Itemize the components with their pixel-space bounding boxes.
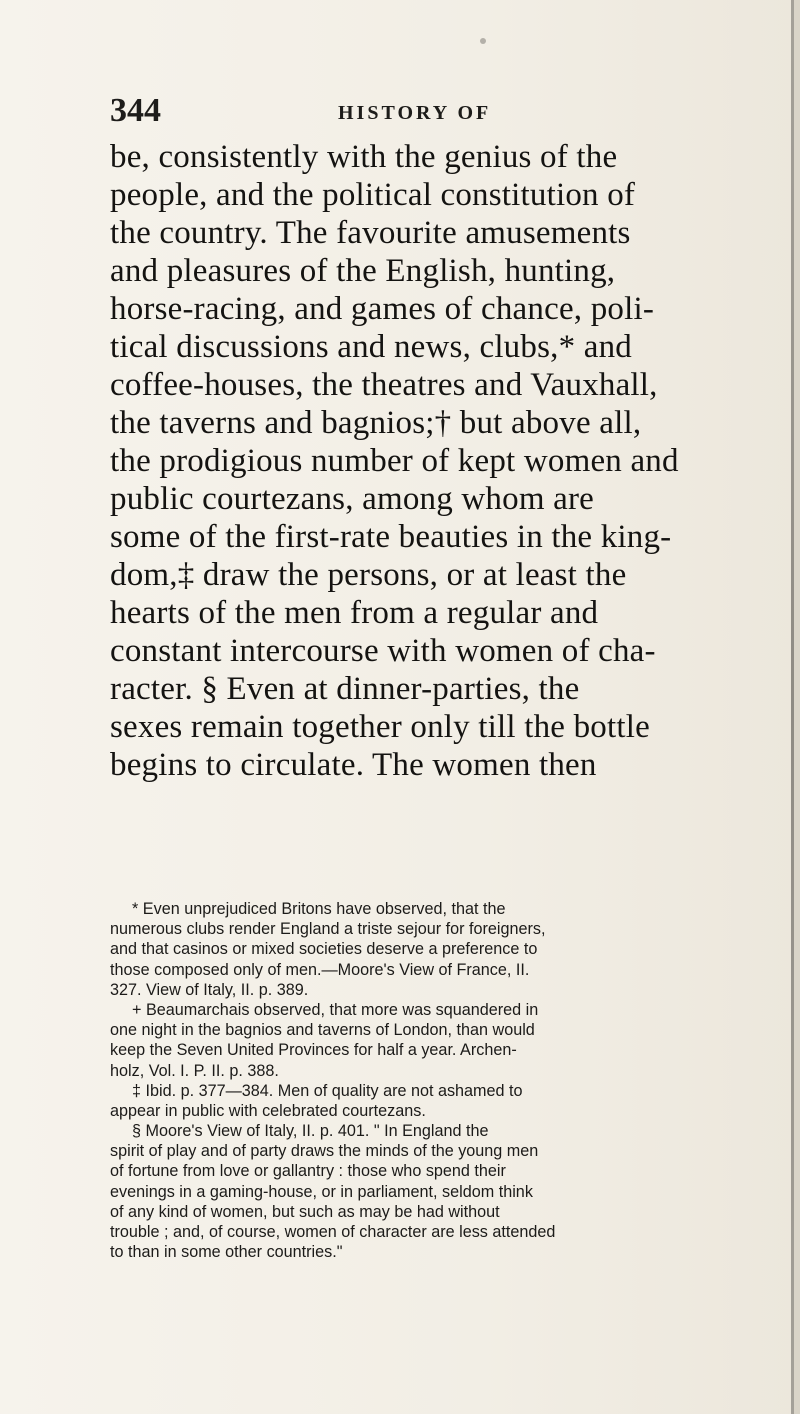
body-line: coffee-houses, the theatres and Vauxhall, <box>110 367 658 403</box>
footnote-line: appear in public with celebrated courtezans. <box>110 1101 426 1120</box>
body-line: tical discussions and news, clubs,* and <box>110 329 632 365</box>
body-line: people, and the political constitution of <box>110 177 636 213</box>
footnote-line: one night in the bagnios and taverns of London, than would <box>110 1021 535 1040</box>
page-number: 344 <box>110 92 161 129</box>
page-edge-shadow <box>794 0 800 1414</box>
footnote-line: § Moore's View of Italy, II. p. 401. " In England the <box>132 1122 489 1141</box>
footnote-line: trouble ; and, of course, women of character are less attended <box>110 1223 556 1241</box>
footnotes <box>110 899 750 1262</box>
footnote-line: evenings in a gaming-house, or in parliament, seldom think <box>110 1182 533 1201</box>
body-line: some of the first-rate beauties in the king- <box>110 519 672 555</box>
body-line: horse-racing, and games of chance, poli- <box>110 291 655 327</box>
footnote-line: those composed only of men.—Moore's View of France, II. <box>110 960 530 979</box>
body-line: the prodigious number of kept women and <box>110 443 679 479</box>
page-header <box>110 92 710 132</box>
body-line: public courtezans, among whom are <box>110 481 595 517</box>
footnote-line: + Beaumarchais observed, that more was squandered in <box>132 1000 539 1019</box>
footnote-line: to than in some other countries." <box>110 1243 343 1262</box>
running-title: HISTORY OF <box>338 102 492 124</box>
body-line: be, consistently with the genius of the <box>110 139 618 175</box>
footnote-line: numerous clubs render England a triste sejour for foreigners, <box>110 920 546 939</box>
footnote-line: of any kind of women, but such as may be had without <box>110 1202 500 1221</box>
body-line: constant intercourse with women of cha- <box>110 633 656 669</box>
footnote-line: spirit of play and of party draws the minds of the young men <box>110 1142 539 1161</box>
body-line: racter. § Even at dinner-parties, the <box>110 671 580 707</box>
footnote-line: ‡ Ibid. p. 377—384. Men of quality are not ashamed to <box>132 1081 523 1100</box>
ink-speck <box>480 38 486 44</box>
footnote-line: and that casinos or mixed societies deserve a preference to <box>110 940 538 959</box>
body-line: hearts of the men from a regular and <box>110 595 599 631</box>
page-edge-line <box>791 0 794 1414</box>
footnote-line: holz, Vol. I. P. II. p. 388. <box>110 1061 279 1080</box>
body-line: sexes remain together only till the bottle <box>110 709 650 745</box>
body-line: the country. The favourite amusements <box>110 215 631 251</box>
body-line: dom,‡ draw the persons, or at least the <box>110 557 627 593</box>
footnote-line: * Even unprejudiced Britons have observed, that the <box>132 900 506 918</box>
footnote-line: 327. View of Italy, II. p. 389. <box>110 980 309 999</box>
footnote-line: keep the Seven United Provinces for half a year. Archen- <box>110 1041 517 1060</box>
body-line: and pleasures of the English, hunting, <box>110 253 616 289</box>
body-text <box>110 138 750 784</box>
body-line: the taverns and bagnios;† but above all, <box>110 405 642 441</box>
body-line: begins to circulate. The women then <box>110 747 597 783</box>
footnote-line: of fortune from love or gallantry : those who spend their <box>110 1162 506 1181</box>
